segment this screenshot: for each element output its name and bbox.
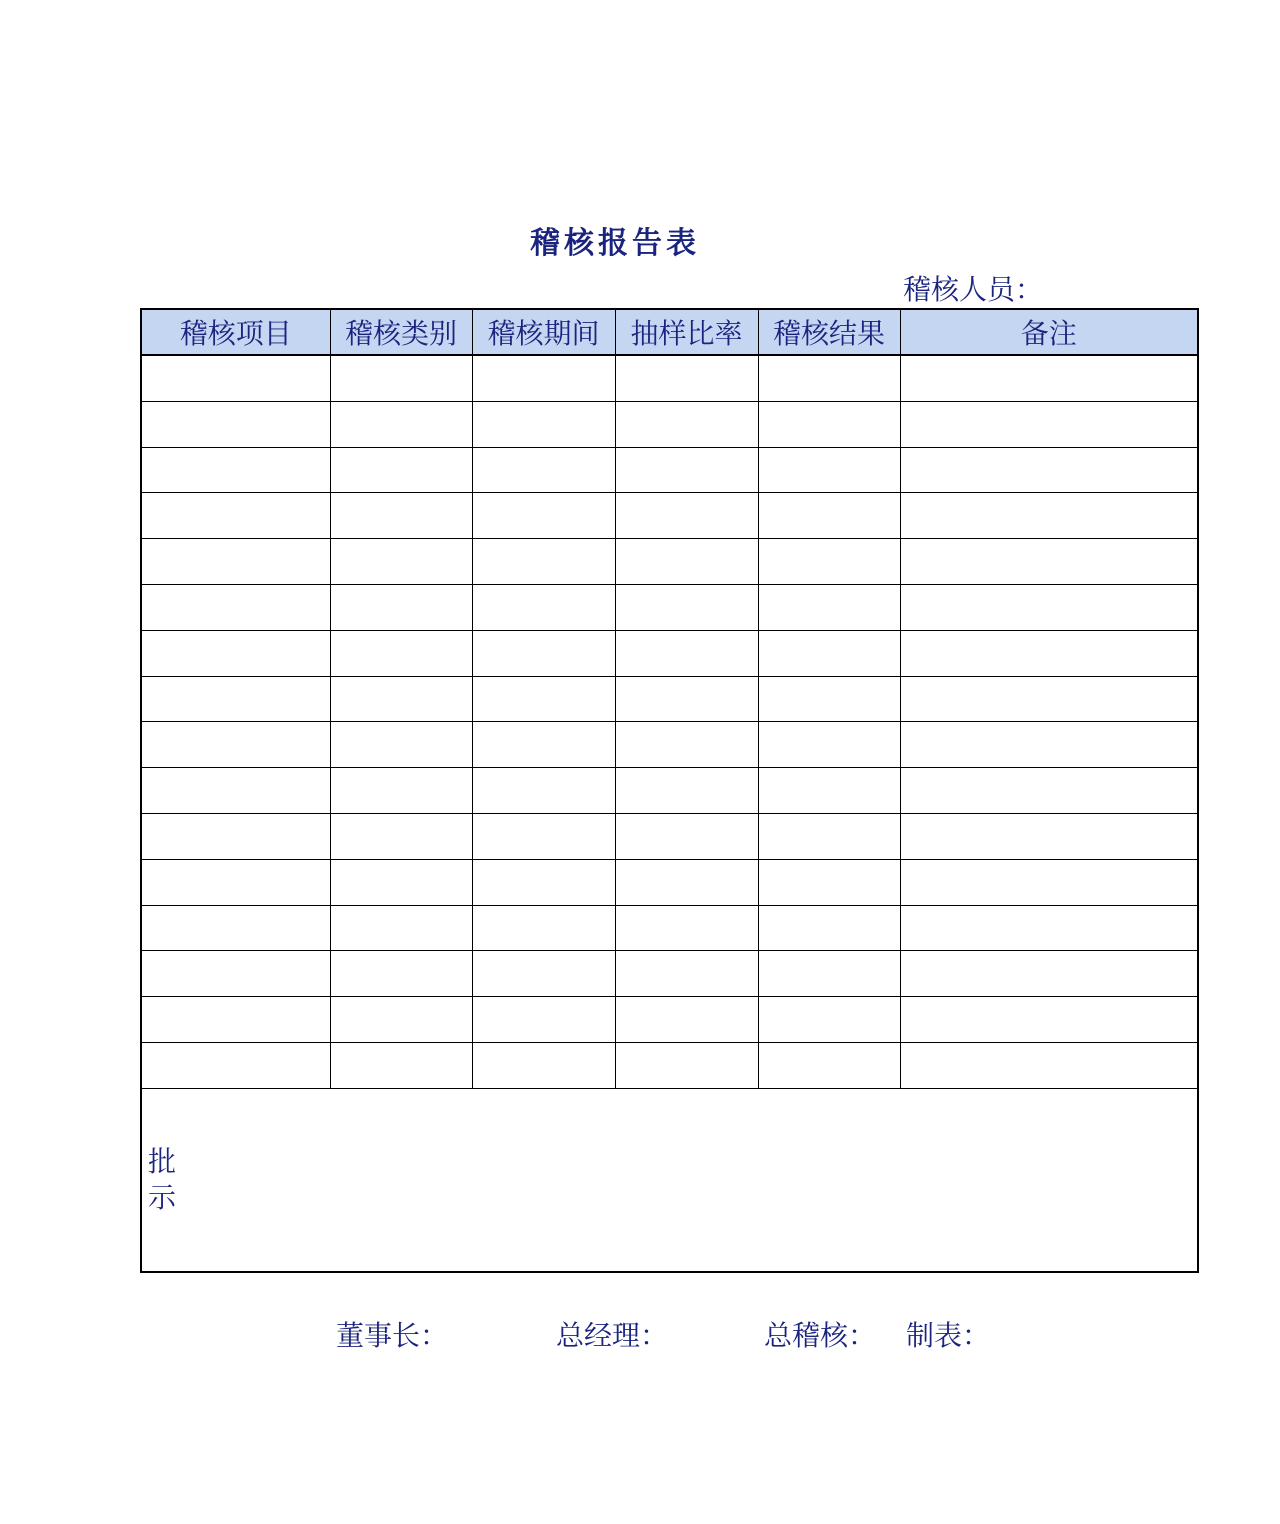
- cell-audit-period[interactable]: [472, 355, 615, 401]
- cell-audit-item[interactable]: [141, 951, 330, 997]
- cell-remarks[interactable]: [900, 355, 1198, 401]
- cell-remarks[interactable]: [900, 905, 1198, 951]
- table-row: [141, 997, 1198, 1043]
- cell-audit-category[interactable]: [330, 401, 472, 447]
- header-audit-item: 稽核项目: [141, 309, 330, 355]
- cell-audit-result[interactable]: [758, 630, 900, 676]
- cell-audit-category[interactable]: [330, 539, 472, 585]
- cell-audit-result[interactable]: [758, 447, 900, 493]
- auditor-label: 稽核人员：: [903, 273, 1044, 306]
- table-row: [141, 584, 1198, 630]
- header-audit-period: 稽核期间: [472, 309, 615, 355]
- cell-remarks[interactable]: [900, 859, 1198, 905]
- cell-audit-category[interactable]: [330, 997, 472, 1043]
- cell-sampling-ratio[interactable]: [615, 1042, 758, 1088]
- cell-remarks[interactable]: [900, 768, 1198, 814]
- cell-audit-category[interactable]: [330, 355, 472, 401]
- cell-sampling-ratio[interactable]: [615, 676, 758, 722]
- approval-label: 批示: [148, 1144, 177, 1214]
- table-row: [141, 951, 1198, 997]
- cell-audit-category[interactable]: [330, 859, 472, 905]
- cell-audit-result[interactable]: [758, 951, 900, 997]
- cell-audit-result[interactable]: [758, 859, 900, 905]
- cell-audit-period[interactable]: [472, 813, 615, 859]
- cell-audit-period[interactable]: [472, 859, 615, 905]
- table-row: [141, 813, 1198, 859]
- cell-sampling-ratio[interactable]: [615, 401, 758, 447]
- cell-sampling-ratio[interactable]: [615, 997, 758, 1043]
- table-header-row: [141, 309, 1198, 355]
- cell-audit-item[interactable]: [141, 997, 330, 1043]
- cell-audit-item[interactable]: [141, 493, 330, 539]
- cell-audit-item[interactable]: [141, 768, 330, 814]
- cell-audit-result[interactable]: [758, 1042, 900, 1088]
- cell-audit-period[interactable]: [472, 401, 615, 447]
- header-audit-result: 稽核结果: [758, 309, 900, 355]
- header-remarks: 备注: [900, 309, 1198, 355]
- cell-audit-result[interactable]: [758, 813, 900, 859]
- cell-remarks[interactable]: [900, 539, 1198, 585]
- cell-remarks[interactable]: [900, 951, 1198, 997]
- cell-audit-item[interactable]: [141, 722, 330, 768]
- table-row: [141, 447, 1198, 493]
- header-audit-category: 稽核类别: [330, 309, 472, 355]
- cell-remarks[interactable]: [900, 401, 1198, 447]
- cell-audit-item[interactable]: [141, 401, 330, 447]
- cell-audit-item[interactable]: [141, 584, 330, 630]
- cell-audit-result[interactable]: [758, 768, 900, 814]
- cell-remarks[interactable]: [900, 1042, 1198, 1088]
- cell-audit-category[interactable]: [330, 905, 472, 951]
- report-title: 稽核报告表: [530, 226, 700, 261]
- cell-remarks[interactable]: [900, 630, 1198, 676]
- cell-audit-item[interactable]: [141, 859, 330, 905]
- cell-audit-item[interactable]: [141, 905, 330, 951]
- cell-remarks[interactable]: [900, 813, 1198, 859]
- cell-sampling-ratio[interactable]: [615, 813, 758, 859]
- table-row: [141, 539, 1198, 585]
- cell-sampling-ratio[interactable]: [615, 447, 758, 493]
- approval-row: [141, 1088, 1198, 1272]
- chief-auditor-signature-label: 总稽核：: [764, 1319, 877, 1352]
- cell-audit-category[interactable]: [330, 768, 472, 814]
- table-row: [141, 722, 1198, 768]
- cell-audit-category[interactable]: [330, 722, 472, 768]
- cell-audit-category[interactable]: [330, 1042, 472, 1088]
- table-body: [141, 355, 1198, 1088]
- cell-audit-result[interactable]: [758, 493, 900, 539]
- audit-report-table: [140, 308, 1199, 1273]
- cell-audit-result[interactable]: [758, 905, 900, 951]
- cell-audit-category[interactable]: [330, 676, 472, 722]
- cell-audit-period[interactable]: [472, 1042, 615, 1088]
- approval-cell[interactable]: [141, 1088, 1198, 1272]
- cell-audit-item[interactable]: [141, 1042, 330, 1088]
- cell-remarks[interactable]: [900, 676, 1198, 722]
- cell-audit-item[interactable]: [141, 447, 330, 493]
- cell-remarks[interactable]: [900, 997, 1198, 1043]
- cell-audit-period[interactable]: [472, 676, 615, 722]
- cell-audit-period[interactable]: [472, 768, 615, 814]
- cell-audit-period[interactable]: [472, 997, 615, 1043]
- table-row: [141, 355, 1198, 401]
- cell-audit-period[interactable]: [472, 447, 615, 493]
- cell-audit-item[interactable]: [141, 355, 330, 401]
- cell-audit-period[interactable]: [472, 722, 615, 768]
- cell-remarks[interactable]: [900, 447, 1198, 493]
- cell-audit-period[interactable]: [472, 493, 615, 539]
- cell-audit-result[interactable]: [758, 676, 900, 722]
- cell-audit-result[interactable]: [758, 539, 900, 585]
- cell-audit-result[interactable]: [758, 355, 900, 401]
- cell-remarks[interactable]: [900, 584, 1198, 630]
- cell-audit-result[interactable]: [758, 997, 900, 1043]
- cell-audit-category[interactable]: [330, 493, 472, 539]
- cell-audit-period[interactable]: [472, 539, 615, 585]
- cell-audit-item[interactable]: [141, 630, 330, 676]
- table-row: [141, 493, 1198, 539]
- table-row: [141, 401, 1198, 447]
- table-row: [141, 630, 1198, 676]
- table-row: [141, 1042, 1198, 1088]
- cell-sampling-ratio[interactable]: [615, 355, 758, 401]
- cell-sampling-ratio[interactable]: [615, 859, 758, 905]
- cell-sampling-ratio[interactable]: [615, 584, 758, 630]
- table-row: [141, 676, 1198, 722]
- cell-sampling-ratio[interactable]: [615, 905, 758, 951]
- general-manager-signature-label: 总经理：: [556, 1319, 669, 1352]
- cell-audit-category[interactable]: [330, 447, 472, 493]
- cell-audit-result[interactable]: [758, 401, 900, 447]
- cell-audit-result[interactable]: [758, 584, 900, 630]
- cell-audit-item[interactable]: [141, 676, 330, 722]
- table-row: [141, 905, 1198, 951]
- table-row: [141, 859, 1198, 905]
- cell-sampling-ratio[interactable]: [615, 630, 758, 676]
- signature-line: [0, 1314, 1280, 1354]
- header-sampling-ratio: 抽样比率: [615, 309, 758, 355]
- cell-sampling-ratio[interactable]: [615, 951, 758, 997]
- prepared-by-signature-label: 制表：: [906, 1319, 991, 1352]
- cell-audit-category[interactable]: [330, 951, 472, 997]
- cell-sampling-ratio[interactable]: [615, 722, 758, 768]
- cell-sampling-ratio[interactable]: [615, 768, 758, 814]
- cell-remarks[interactable]: [900, 493, 1198, 539]
- cell-audit-category[interactable]: [330, 813, 472, 859]
- cell-sampling-ratio[interactable]: [615, 539, 758, 585]
- cell-audit-period[interactable]: [472, 951, 615, 997]
- cell-audit-item[interactable]: [141, 813, 330, 859]
- cell-audit-period[interactable]: [472, 630, 615, 676]
- cell-audit-result[interactable]: [758, 722, 900, 768]
- cell-sampling-ratio[interactable]: [615, 493, 758, 539]
- cell-audit-category[interactable]: [330, 630, 472, 676]
- cell-audit-category[interactable]: [330, 584, 472, 630]
- cell-audit-period[interactable]: [472, 905, 615, 951]
- table-row: [141, 768, 1198, 814]
- cell-audit-period[interactable]: [472, 584, 615, 630]
- cell-remarks[interactable]: [900, 722, 1198, 768]
- chairman-signature-label: 董事长：: [336, 1319, 449, 1352]
- cell-audit-item[interactable]: [141, 539, 330, 585]
